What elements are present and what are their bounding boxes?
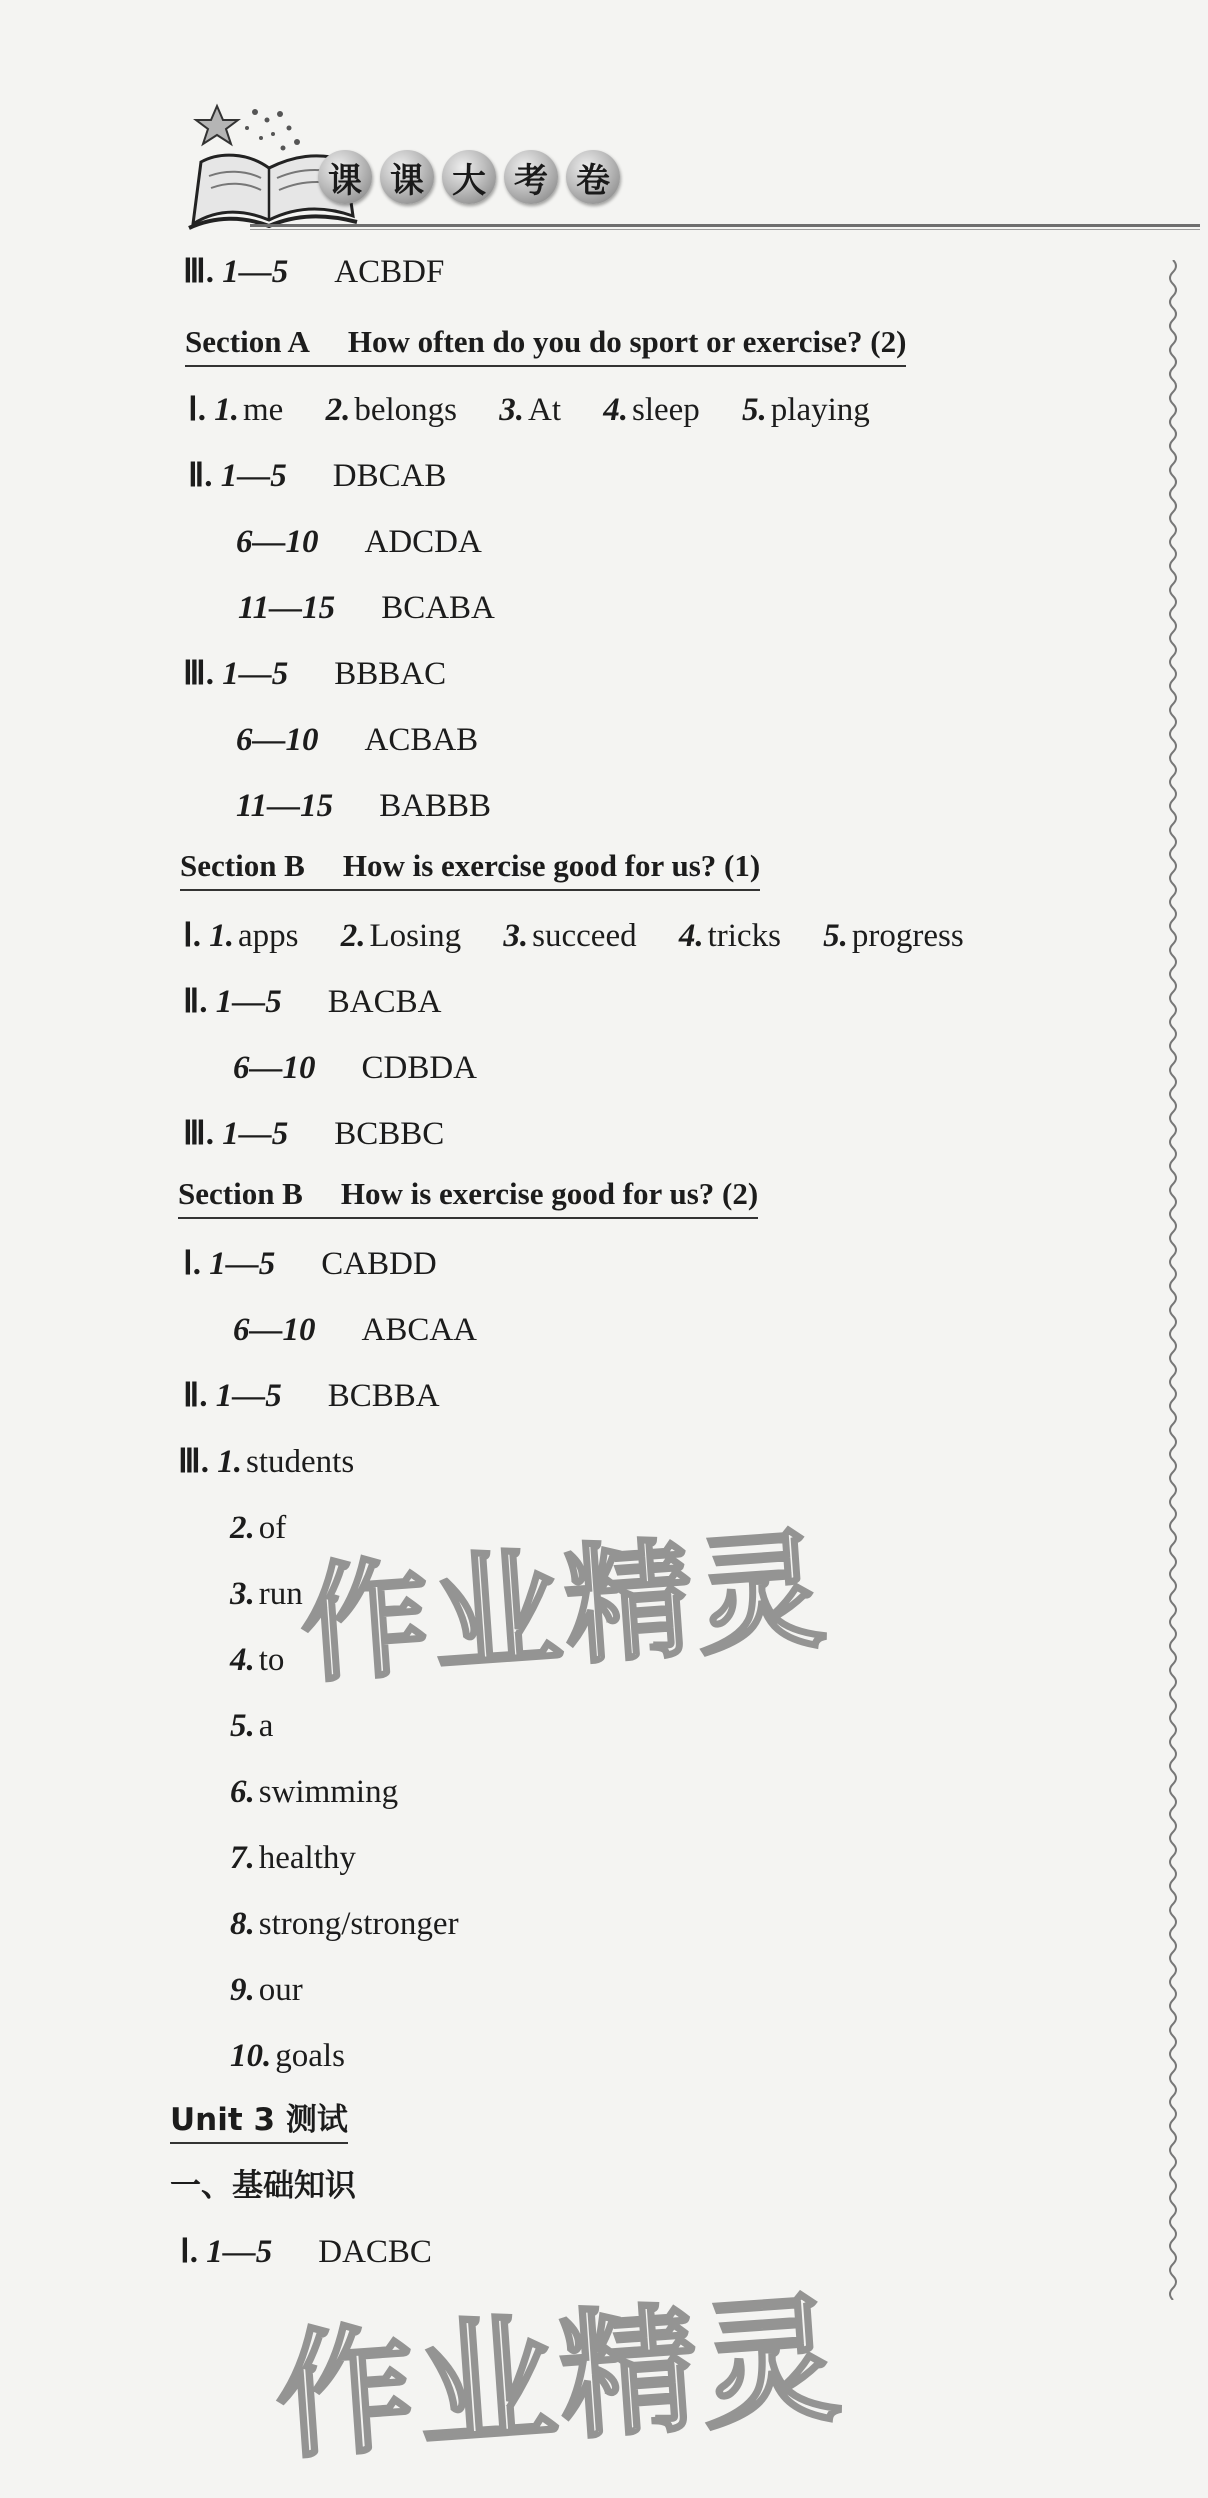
unit-heading: Unit 3 测试	[170, 2098, 348, 2144]
section-heading	[178, 1172, 758, 1219]
question-range: 11—15	[236, 788, 334, 824]
answer-word: Losing	[369, 918, 462, 954]
question-number: 2	[230, 1510, 247, 1546]
section-label: Section B	[178, 1176, 303, 1211]
question-range: 1—5	[222, 656, 289, 692]
answer-value: DACBC	[318, 2234, 432, 2270]
wavy-border	[1166, 260, 1180, 2300]
question-range: 1—5	[222, 1116, 289, 1152]
answer-word: a	[258, 1708, 274, 1744]
roman-numeral: Ⅱ	[188, 458, 205, 494]
answer-word: succeed	[532, 918, 637, 954]
header-title	[318, 150, 620, 204]
roman-numeral: Ⅱ	[183, 1378, 200, 1414]
question-number: 3	[499, 392, 516, 428]
question-number: 1	[214, 392, 231, 428]
question-number: 9	[230, 1972, 247, 2008]
answer-value: BCBBA	[327, 1378, 440, 1414]
header-title-char: 考	[504, 150, 558, 204]
answer-row	[233, 1308, 477, 1352]
answer-value: ACBAB	[364, 722, 479, 758]
answer-row: 2. of	[230, 1510, 287, 1546]
question-number: 8	[230, 1906, 247, 1942]
section-label: Section A	[185, 324, 310, 359]
question-number: 3	[230, 1576, 247, 1612]
answer-word: our	[258, 1972, 303, 2008]
answer-row	[236, 718, 478, 762]
question-range: 1—5	[215, 984, 282, 1020]
question-number: 10	[230, 2038, 263, 2074]
section-title: How is exercise good for us? (2)	[340, 1176, 759, 1211]
roman-numeral: Ⅲ	[183, 254, 206, 290]
answer-word: At	[527, 392, 561, 428]
answer-word: apps	[237, 918, 299, 954]
answer-word: run	[258, 1576, 303, 1612]
answer-row: Ⅰ. 1. me 2. belongs 3. At 4. sleep 5. playing	[188, 392, 870, 428]
roman-numeral: Ⅰ	[180, 2234, 190, 2270]
question-range: 1—5	[215, 1378, 282, 1414]
answer-row: Ⅱ. 1—5 BCBBA	[183, 1378, 440, 1414]
answer-value: ABCAA	[361, 1312, 478, 1348]
header-title-char: 课	[318, 150, 372, 204]
answer-row	[236, 784, 491, 828]
question-range: 6—10	[233, 1312, 316, 1348]
answer-row	[238, 586, 495, 630]
section-label: Section B	[180, 848, 305, 883]
answer-word: to	[258, 1642, 285, 1678]
roman-numeral: Ⅲ	[183, 656, 206, 692]
answer-word: goals	[275, 2038, 345, 2074]
answer-word: of	[258, 1510, 287, 1546]
question-number: 5	[230, 1708, 247, 1744]
question-number: 4	[230, 1642, 247, 1678]
answer-word: students	[246, 1444, 355, 1480]
answer-row: Ⅰ. 1—5 DACBC	[180, 2234, 432, 2270]
answer-row: Ⅲ. 1—5 BBBAC	[183, 656, 447, 692]
question-number: 5	[823, 918, 840, 954]
roman-numeral: Ⅲ	[183, 1116, 206, 1152]
roman-numeral: Ⅰ	[183, 1246, 193, 1282]
question-number: 4	[603, 392, 620, 428]
roman-numeral: Ⅲ	[178, 1444, 201, 1480]
header-title-char: 课	[380, 150, 434, 204]
answer-row: 4. to	[230, 1642, 285, 1678]
question-number: 1	[209, 918, 226, 954]
question-number: 2	[325, 392, 343, 428]
answer-value: DBCAB	[332, 458, 447, 494]
question-range: 1—5	[222, 254, 289, 290]
answer-row: 7. healthy	[230, 1840, 356, 1876]
answer-row	[236, 520, 482, 564]
question-range: 6—10	[236, 524, 319, 560]
watermark-text: 作业精灵	[296, 1515, 834, 1702]
answer-word: progress	[851, 918, 964, 954]
question-number: 3	[503, 918, 520, 954]
answer-row: Ⅱ. 1—5 DBCAB	[188, 458, 447, 494]
answer-row: 8. strong/stronger	[230, 1906, 459, 1942]
question-number: 2	[340, 918, 358, 954]
question-number: 4	[678, 918, 696, 954]
question-range: 1—5	[209, 1246, 276, 1282]
answer-value: BBBAC	[334, 656, 447, 692]
answer-word: healthy	[258, 1840, 356, 1876]
answer-value: ACBDF	[334, 254, 445, 290]
header-title-char: 大	[442, 150, 496, 204]
question-number: 7	[230, 1840, 247, 1876]
answer-word: tricks	[707, 918, 781, 954]
answer-value: BCABA	[381, 590, 495, 626]
question-number: 5	[742, 392, 759, 428]
answer-row: Ⅲ. 1. students	[178, 1444, 355, 1480]
watermark-text: 作业精灵	[270, 2278, 849, 2479]
answer-row: 10. goals	[230, 2038, 345, 2074]
answer-row: 6. swimming	[230, 1774, 399, 1810]
answer-word: sleep	[631, 392, 700, 428]
header-title-char: 卷	[566, 150, 620, 204]
answer-row: Ⅱ. 1—5 BACBA	[183, 984, 442, 1020]
answer-row: 3. run	[230, 1576, 303, 1612]
answer-value: CABDD	[321, 1246, 437, 1282]
section-title: How is exercise good for us? (1)	[342, 848, 761, 883]
answer-value: BABBB	[379, 788, 492, 824]
answer-value: CDBDA	[361, 1050, 478, 1086]
answer-row	[233, 1046, 477, 1090]
answer-word: swimming	[258, 1774, 399, 1810]
header-rule-thin	[250, 229, 1200, 230]
roman-numeral: Ⅰ	[188, 392, 198, 428]
section-heading	[180, 844, 760, 891]
answer-row: Ⅰ. 1—5 CABDD	[183, 1246, 437, 1282]
answer-row: Ⅲ. 1—5 BCBBC	[183, 1116, 445, 1152]
question-range: 6—10	[236, 722, 319, 758]
answer-value: BCBBC	[334, 1116, 445, 1152]
question-range: 1—5	[206, 2234, 273, 2270]
answer-row: Ⅰ. 1. apps 2. Losing 3. succeed 4. tricks 5. progress	[183, 918, 964, 954]
answer-word: playing	[770, 392, 870, 428]
roman-numeral: Ⅱ	[183, 984, 200, 1020]
question-number: 1	[217, 1444, 234, 1480]
header-rule	[250, 224, 1200, 227]
question-range: 6—10	[233, 1050, 316, 1086]
section-title: How often do you do sport or exercise? (2)	[347, 324, 907, 359]
question-range: 11—15	[238, 590, 336, 626]
answer-row: Ⅲ. 1—5 ACBDF	[183, 254, 445, 290]
answer-word: belongs	[354, 392, 457, 428]
answer-row: 9. our	[230, 1972, 303, 2008]
part-heading: 一、基础知识	[170, 2168, 356, 2204]
question-range: 1—5	[220, 458, 287, 494]
section-heading	[185, 320, 906, 367]
roman-numeral: Ⅰ	[183, 918, 193, 954]
answer-value: ADCDA	[364, 524, 482, 560]
answer-word: me	[242, 392, 284, 428]
answer-word: strong/stronger	[258, 1906, 459, 1942]
answer-value: BACBA	[327, 984, 442, 1020]
question-number: 6	[230, 1774, 247, 1810]
answer-row: 5. a	[230, 1708, 274, 1744]
